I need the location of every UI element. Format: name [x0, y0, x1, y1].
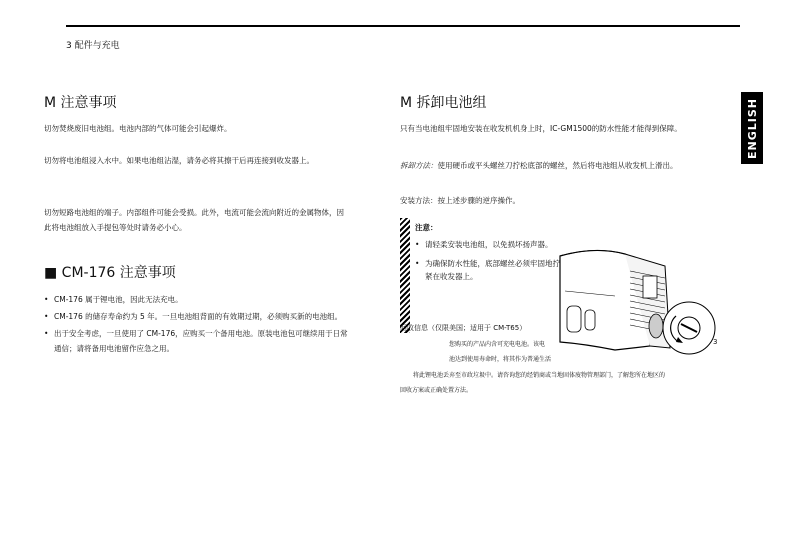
cm176-bullet-1: • CM-176 属于锂电池，因此无法充电。 [44, 292, 350, 307]
recycle-line-3: 将此锂电池丢弃至市政垃圾中。请咨询您的经销商或当地固体废物管理部门，了解您所在地区的 [413, 372, 666, 379]
cm176-bullet-list [44, 292, 350, 358]
caution-paragraph-1: 切勿焚烧废旧电池组。电池内部的气体可能会引起爆炸。 [44, 124, 232, 133]
recycle-title: 回收信息（仅限美国；适用于 CM-T65） [400, 324, 527, 332]
note-title: 注意： [415, 223, 438, 232]
note-list [415, 238, 565, 289]
cm176-bullet-3: • 出于安全考虑，一旦使用了 CM-176，应购买一个备用电池。原装电池包可继续用于日常通信；请将备用电池留作应急之用。 [44, 326, 350, 356]
install-paragraph: 安装方法：按上述步骤的逆序操作。 [400, 196, 520, 205]
cm176-bullet-2: • CM-176 的储存寿命约为 5 年。一旦电池组背面的有效期过期，必须购买新的电池组。 [44, 309, 350, 324]
english-side-tab [741, 92, 763, 164]
figure-number: 3 [713, 338, 718, 346]
note-item-1: • 请轻柔安装电池组，以免损坏扬声器。 [415, 238, 565, 251]
recycle-line-4: 回收方案或正确处置方法。 [400, 387, 473, 394]
chapter-heading: 3 配件与充电 [66, 41, 120, 51]
removal-method-label: 拆卸方法： [400, 161, 438, 170]
section-title-cm176: ■ CM-176 注意事项 [44, 265, 176, 281]
removal-paragraph-1: 只有当电池组牢固地安装在收发机机身上时，IC-GM1500的防水性能才能得到保障。 [400, 124, 682, 133]
removal-method-text: 使用硬币或平头螺丝刀拧松底部的螺丝，然后将电池组从收发机上滑出。 [437, 161, 678, 170]
top-rule [66, 25, 740, 27]
recycle-line-2: 池达到使用寿命时，将其作为普通生活 [449, 356, 552, 363]
note-hatch-bar [400, 218, 410, 333]
note-item-2: • 为确保防水性能，底部螺丝必须牢固地拧紧在收发器上。 [415, 257, 565, 283]
section-title-battery-removal: M 拆卸电池组 [400, 95, 487, 111]
recycle-line-1: 您购买的产品内含可充电电池。该电 [449, 341, 546, 348]
battery-removal-illustration [555, 246, 720, 356]
removal-paragraph-2 [400, 158, 720, 173]
english-tab-label: ENGLISH [745, 97, 759, 159]
section-title-cautions: M 注意事项 [44, 95, 117, 111]
caution-paragraph-3: 切勿短路电池组的端子。内部组件可能会受损。此外，电流可能会流向附近的金属物体，因此将电池组放入手提包等处时请务必小心。 [44, 208, 344, 232]
caution-paragraph-2: 切勿将电池组浸入水中。如果电池组沾湿，请务必将其擦干后再连接到收发器上。 [44, 156, 314, 165]
